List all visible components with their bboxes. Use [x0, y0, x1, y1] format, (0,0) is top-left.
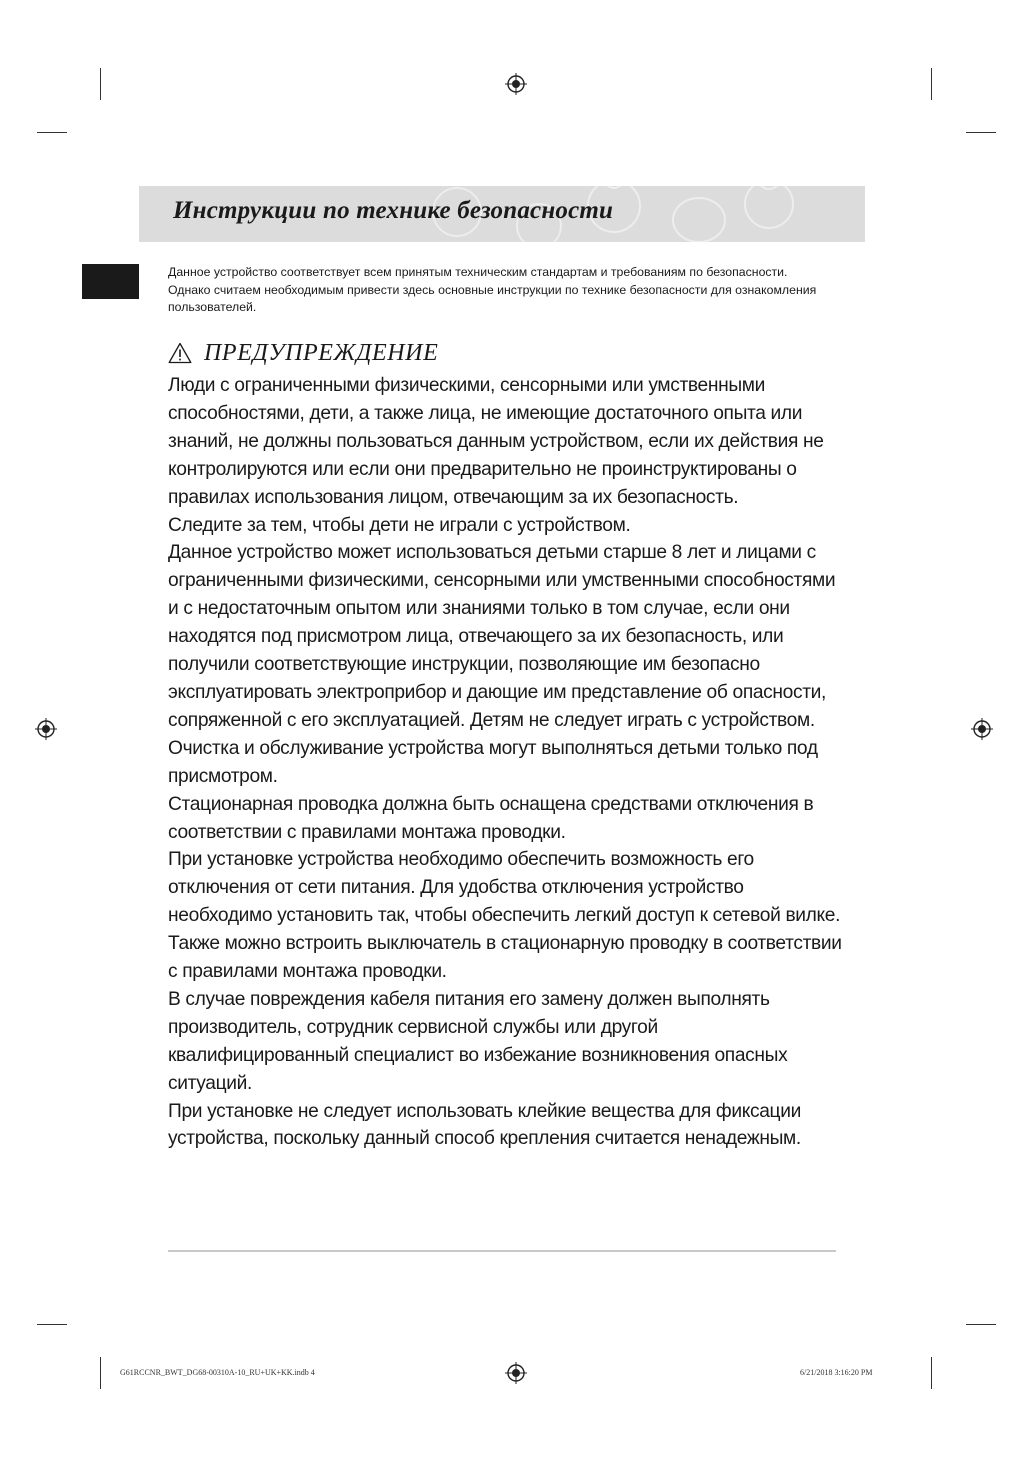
- crop-mark: [931, 1357, 932, 1389]
- crop-mark: [100, 68, 101, 100]
- crop-mark: [966, 132, 996, 133]
- warning-paragraph: Очистка и обслуживание устройства могут выполняться детьми только под присмотром.: [168, 737, 818, 787]
- crop-mark: [37, 1324, 67, 1325]
- registration-mark-icon: [35, 718, 57, 740]
- warning-triangle-icon: [168, 342, 192, 364]
- warning-paragraph: Следите за тем, чтобы дети не играли с устройством.: [168, 514, 631, 536]
- crop-mark: [966, 1324, 996, 1325]
- warning-paragraph: Люди с ограниченными физическими, сенсорными или умственными способностями, дети, а также лица, не имеющие достаточного опыта или знаний, не должны пользоваться данным устройством, если их действия не контролируются или если они предварительно не проинструктированы о правилах использования лицом, отвечающим за их безопасность.: [168, 375, 824, 508]
- crop-mark: [100, 1357, 101, 1389]
- warning-paragraph: Данное устройство может использоваться детьми старше 8 лет и лицами с ограниченными физическими, сенсорными или умственными способностями и с недостаточным опытом или знаниями только в том случае, если они находятся под присмотром лица, отвечающего за их безопасность, или получили соответствующие инструкции, позволяющие им безопасно эксплуатировать электроприбор и дающие им представление об опасности, сопряженной с его эксплуатацией. Детям не следует играть с устройством.: [168, 542, 836, 731]
- crop-mark: [931, 68, 932, 100]
- registration-mark-icon: [971, 718, 993, 740]
- warning-paragraph: При установке устройства необходимо обеспечить возможность его отключения от сети питания. Для удобства отключения устройство необходимо установить так, чтобы обеспечить легкий доступ к сетевой вилке. Также можно встроить выключатель в стационарную проводку в соответствии с правилами монтажа проводки.: [168, 849, 842, 983]
- intro-paragraph: Данное устройство соответствует всем принятым техническим стандартам и требованиям по безопасности. Однако считаем необходимым привести здесь основные инструкции по технике безопасности для ознакомления пользователей.: [168, 265, 817, 314]
- registration-mark-icon: [505, 1362, 527, 1384]
- registration-mark-icon: [505, 73, 527, 95]
- warning-paragraph: Стационарная проводка должна быть оснащена средствами отключения в соответствии с правилами монтажа проводки.: [168, 793, 814, 843]
- section-tab-marker: [82, 264, 139, 299]
- section-header: [139, 186, 865, 242]
- print-slug-timestamp: 6/21/2018 3:16:20 PM: [800, 1368, 873, 1377]
- crop-mark: [37, 132, 67, 133]
- print-slug-file: G61RCCNR_BWT_DG68-00310A-10_RU+UK+KK.indb 4: [120, 1368, 315, 1377]
- page-title: Инструкции по технике безопасности: [173, 197, 614, 224]
- warning-heading: [168, 336, 438, 370]
- warning-paragraph: В случае повреждения кабеля питания его замену должен выполнять производитель, сотрудник сервисной службы или другой квалифицированный специалист во избежание возникновения опасных ситуаций.: [168, 988, 788, 1094]
- warning-title: ПРЕДУПРЕЖДЕНИЕ: [204, 339, 439, 366]
- warning-paragraph: При установке не следует использовать клейкие вещества для фиксации устройства, поскольку данный способ крепления считается ненадежным.: [168, 1100, 801, 1150]
- warning-body: [168, 372, 843, 1153]
- footer-divider: [168, 1250, 836, 1252]
